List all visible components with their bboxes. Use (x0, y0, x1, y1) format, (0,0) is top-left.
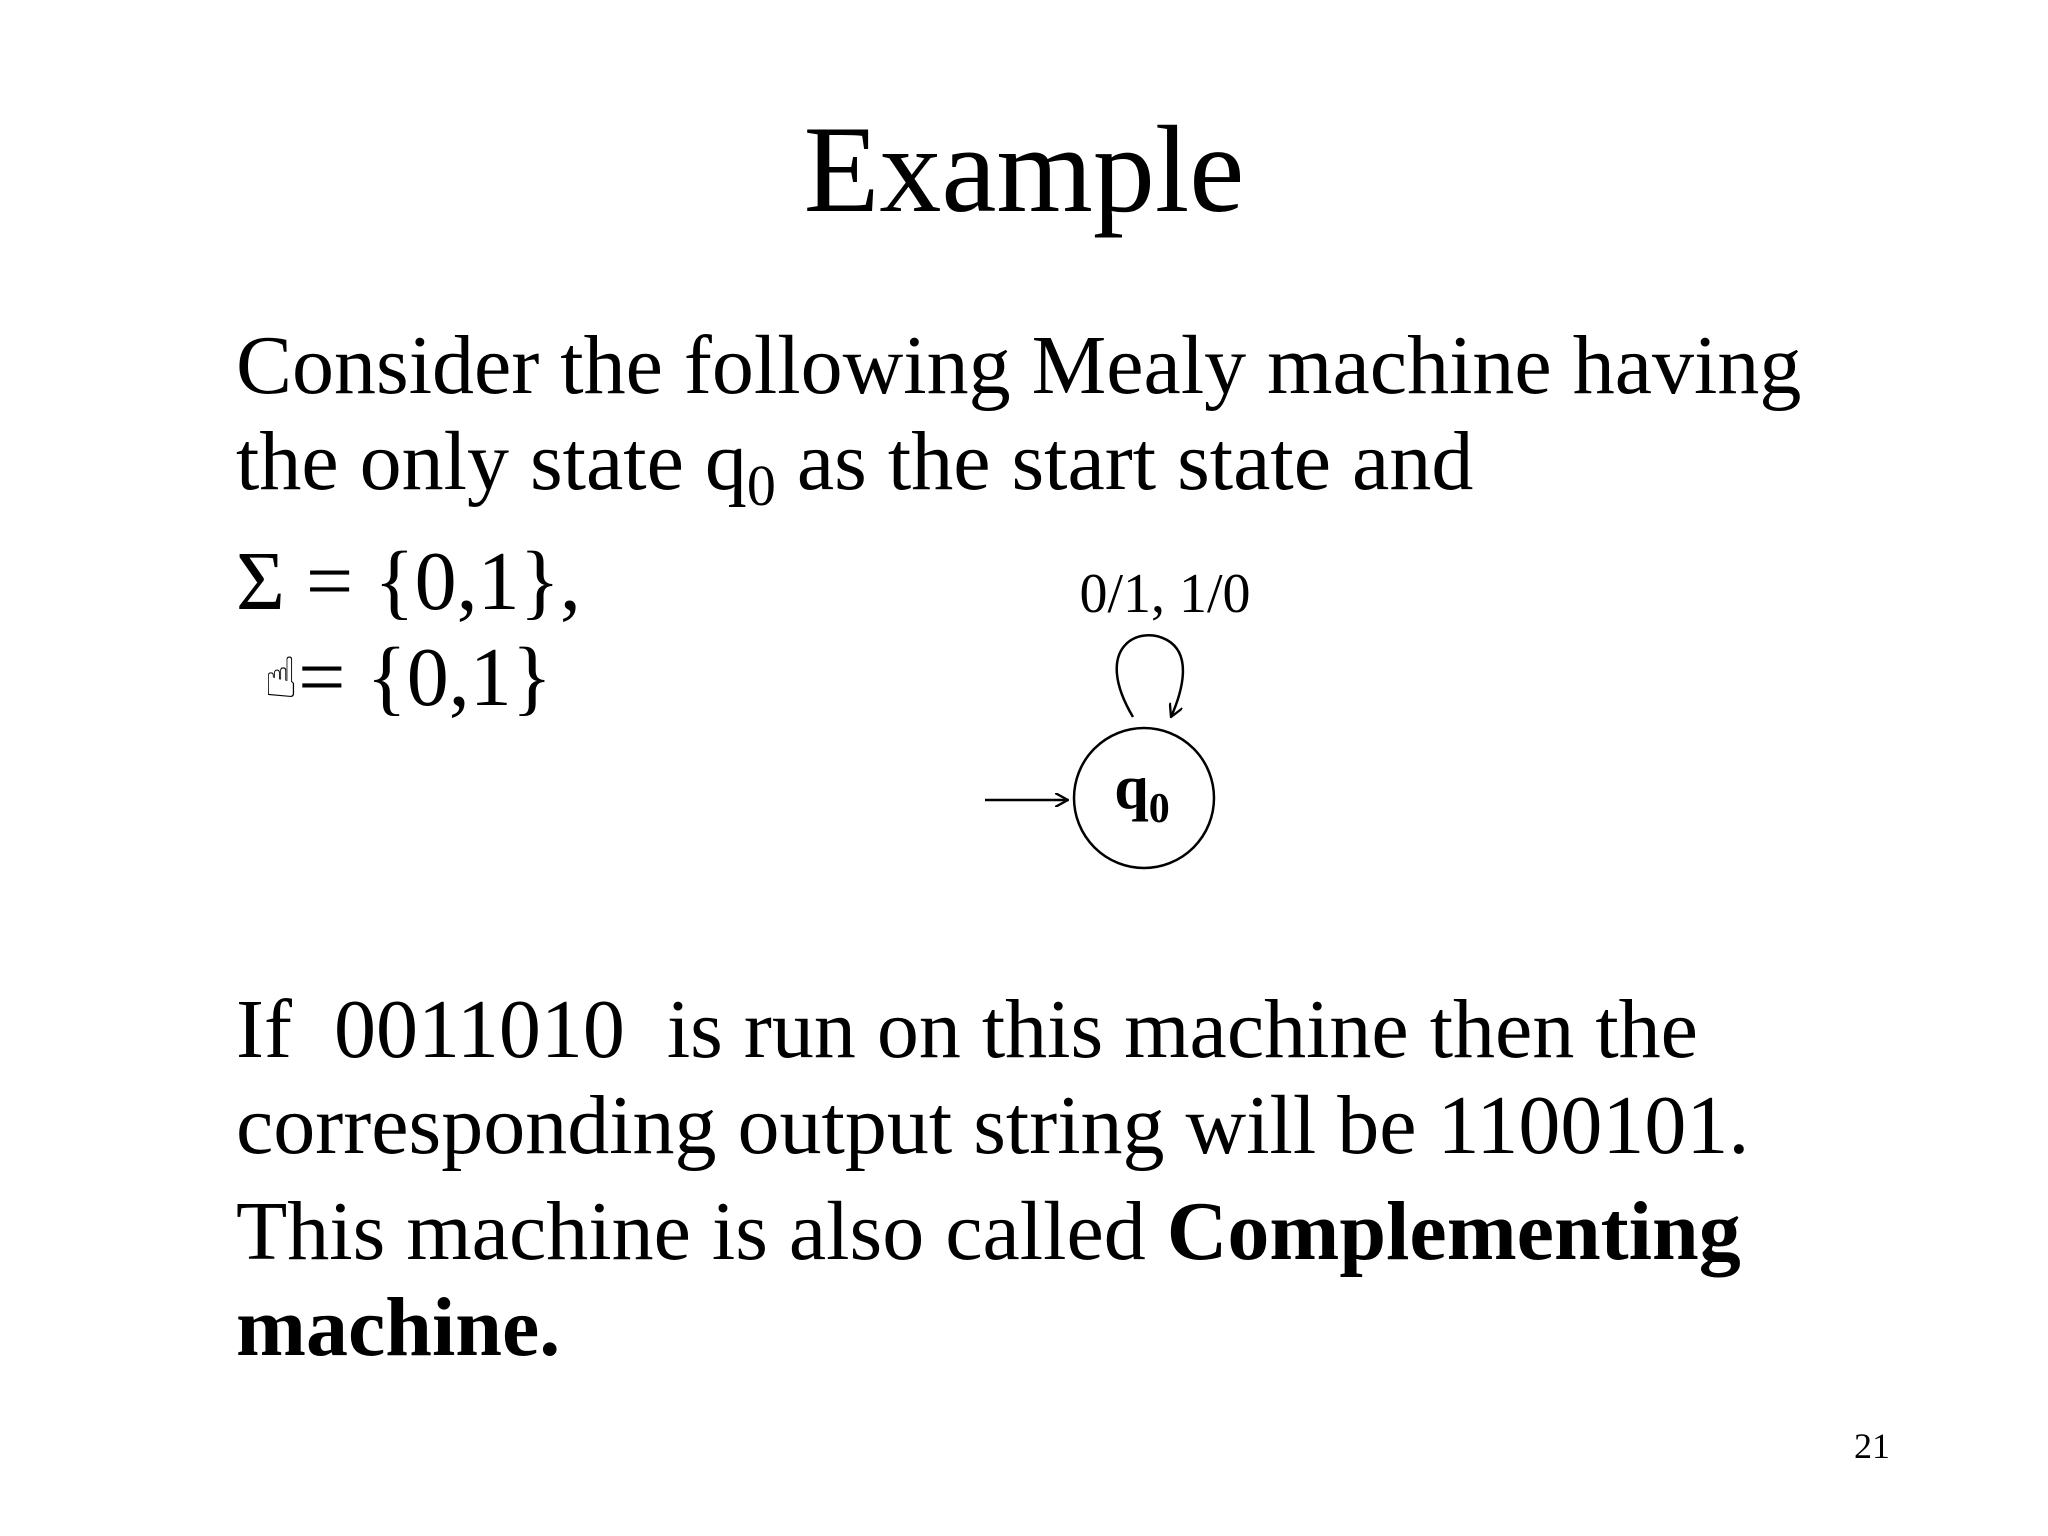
intro-line-2-prefix: the only state q (236, 415, 747, 508)
naming-prefix: This machine is also called (236, 1185, 1167, 1278)
pointing-hand-icon: ☝ (264, 646, 299, 711)
run-paragraph (236, 982, 1749, 1174)
complementing-term: Complementing (1166, 1185, 1741, 1278)
sigma-set: = {0,1}, (284, 535, 581, 628)
naming-line-1 (236, 1184, 1741, 1280)
intro-line-2-suffix: as the start state and (775, 415, 1474, 508)
naming-line-2: machine. (236, 1281, 561, 1374)
naming-paragraph (236, 1184, 1741, 1376)
run-line-2: corresponding output string will be 1100101. (236, 1079, 1750, 1172)
intro-line-1: Consider the following Mealy machine having (236, 319, 1802, 412)
state-q0-letter: q (1114, 754, 1149, 822)
transition-label: 0/1, 1/0 (1079, 563, 1251, 625)
gamma-set: = {0,1} (298, 631, 553, 724)
run-line-1: If 0011010 is run on this machine then the (236, 983, 1698, 1076)
page-number: 21 (1854, 1426, 1890, 1466)
self-loop-transition (1117, 635, 1183, 717)
state-subscript: 0 (746, 453, 776, 519)
state-q0-subscript: 0 (1148, 786, 1170, 832)
slide-title: Example (803, 101, 1245, 238)
sigma-symbol: Σ (236, 535, 285, 628)
